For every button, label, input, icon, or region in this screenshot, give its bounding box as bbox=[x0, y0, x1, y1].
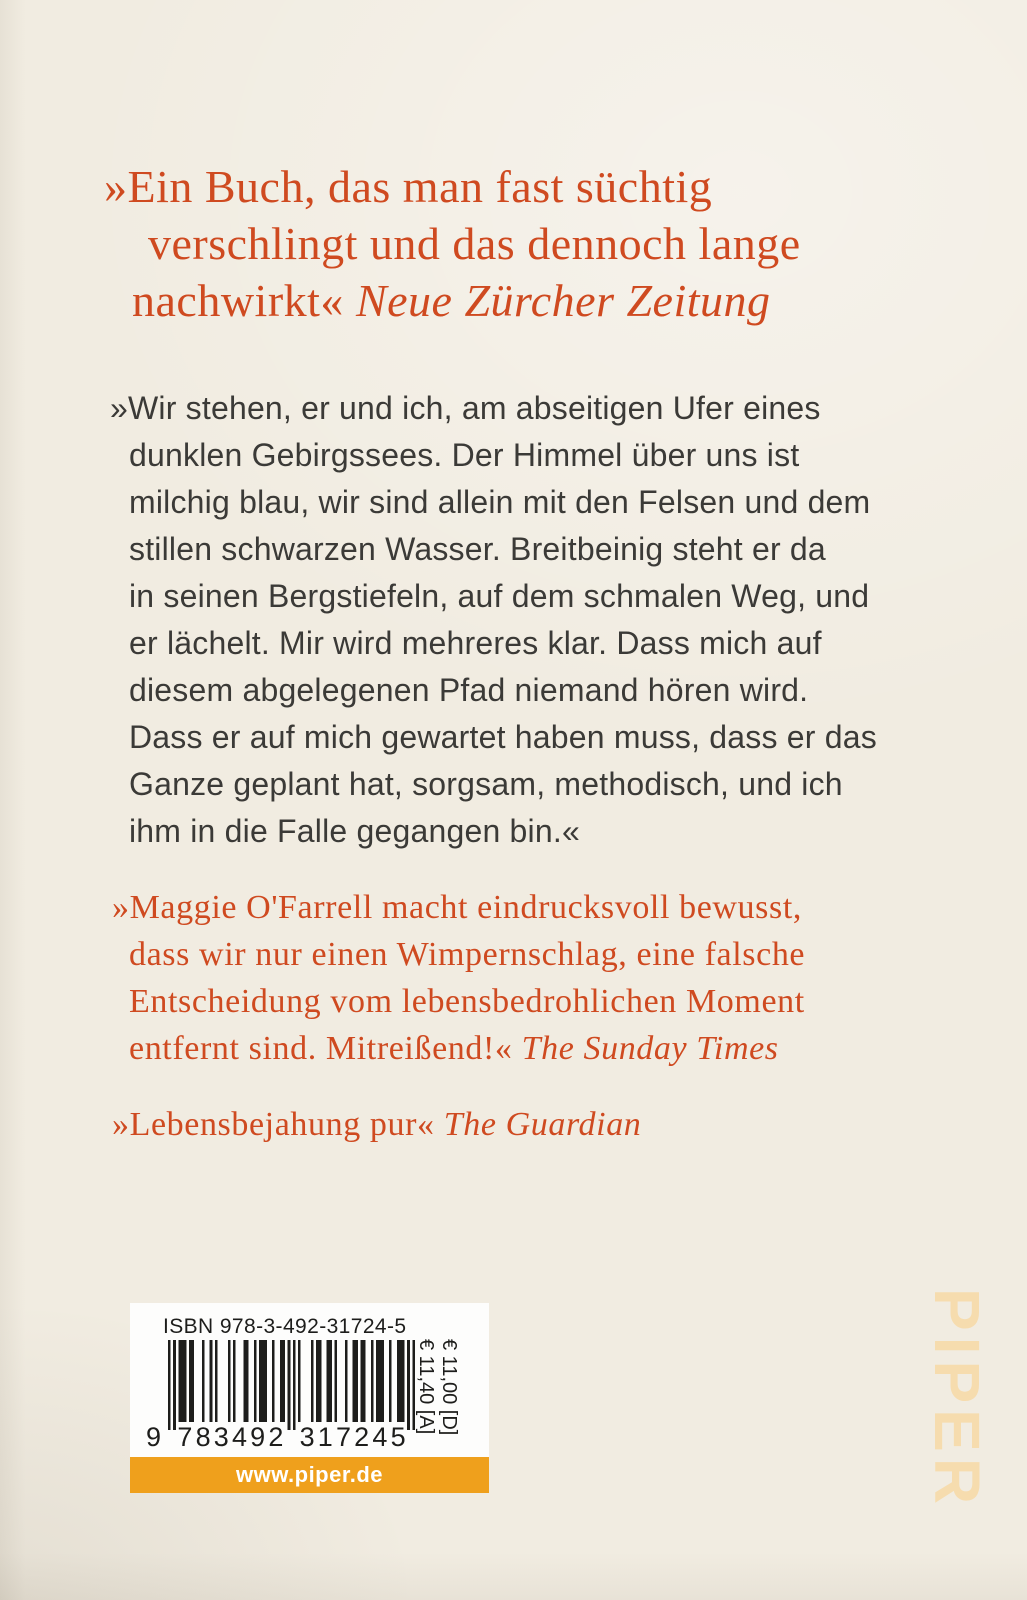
ean-barcode bbox=[130, 1340, 430, 1452]
quote-text: nachwirkt« bbox=[132, 275, 356, 326]
svg-text:2: 2 bbox=[268, 1422, 284, 1452]
excerpt-line: diesem abgelegenen Pfad niemand hören wird. bbox=[129, 672, 809, 708]
svg-text:7: 7 bbox=[335, 1422, 352, 1452]
quote-line: »Maggie O'Farrell macht eindrucksvoll bewusst, bbox=[112, 889, 802, 926]
excerpt-line: er lächelt. Mir wird mehreres klar. Dass mich auf bbox=[129, 625, 822, 661]
price-austria: € 11,40 [A] bbox=[415, 1339, 437, 1435]
excerpt-line: in seinen Bergstiefeln, auf dem schmalen Weg, und bbox=[129, 578, 870, 614]
review-quote-guardian bbox=[112, 1106, 641, 1144]
excerpt-line: Ganze geplant hat, sorgsam, methodisch, und ich bbox=[129, 766, 843, 802]
price-tags bbox=[414, 1339, 460, 1445]
svg-text:4: 4 bbox=[231, 1422, 248, 1452]
quote-line: dass wir nur einen Wimpernschlag, eine falsche bbox=[129, 936, 806, 973]
website-url: www.piper.de bbox=[236, 1462, 383, 1487]
website-bar bbox=[130, 1457, 489, 1493]
excerpt-line: dunklen Gebirgssees. Der Himmel über uns ist bbox=[129, 437, 800, 473]
svg-text:8: 8 bbox=[195, 1422, 211, 1452]
svg-text:9: 9 bbox=[146, 1422, 162, 1452]
quote-source: The Guardian bbox=[443, 1106, 642, 1143]
svg-text:9: 9 bbox=[250, 1422, 266, 1452]
excerpt-line: »Wir stehen, er und ich, am abseitigen Ufer eines bbox=[110, 390, 821, 426]
quote-line: verschlingt und das dennoch lange bbox=[148, 218, 801, 269]
svg-text:7: 7 bbox=[177, 1422, 193, 1452]
quote-text: »Lebensbejahung pur« bbox=[112, 1106, 444, 1143]
review-quote-sunday-times bbox=[112, 884, 805, 1072]
svg-text:2: 2 bbox=[354, 1422, 370, 1452]
book-excerpt bbox=[110, 385, 877, 855]
excerpt-line: Dass er auf mich gewartet haben muss, dass er das bbox=[129, 719, 877, 755]
svg-text:1: 1 bbox=[317, 1422, 333, 1452]
excerpt-line: stillen schwarzen Wasser. Breitbeinig steht er da bbox=[129, 531, 826, 567]
svg-text:4: 4 bbox=[372, 1422, 388, 1452]
svg-text:3: 3 bbox=[299, 1422, 315, 1452]
quote-line bbox=[104, 272, 801, 329]
quote-line: Entscheidung vom lebensbedrohlichen Moment bbox=[129, 983, 805, 1020]
svg-text:5: 5 bbox=[390, 1422, 406, 1452]
svg-text:3: 3 bbox=[213, 1422, 229, 1452]
quote-line: »Ein Buch, das man fast süchtig bbox=[104, 161, 713, 212]
excerpt-line: ihm in die Falle gegangen bin.« bbox=[129, 813, 580, 849]
isbn-number: ISBN 978-3-492-31724-5 bbox=[163, 1315, 407, 1338]
price-germany: € 11,00 [D] bbox=[438, 1339, 460, 1436]
review-quote-nzz bbox=[104, 158, 801, 329]
quote-source: The Sunday Times bbox=[521, 1030, 779, 1067]
quote-line bbox=[112, 1025, 805, 1072]
isbn-label bbox=[130, 1303, 489, 1493]
quote-text: entfernt sind. Mitreißend!« bbox=[129, 1030, 522, 1067]
publisher-logo: PIPER bbox=[921, 1288, 993, 1511]
quote-source: Neue Zürcher Zeitung bbox=[355, 275, 771, 326]
excerpt-line: milchig blau, wir sind allein mit den Felsen und dem bbox=[129, 484, 871, 520]
